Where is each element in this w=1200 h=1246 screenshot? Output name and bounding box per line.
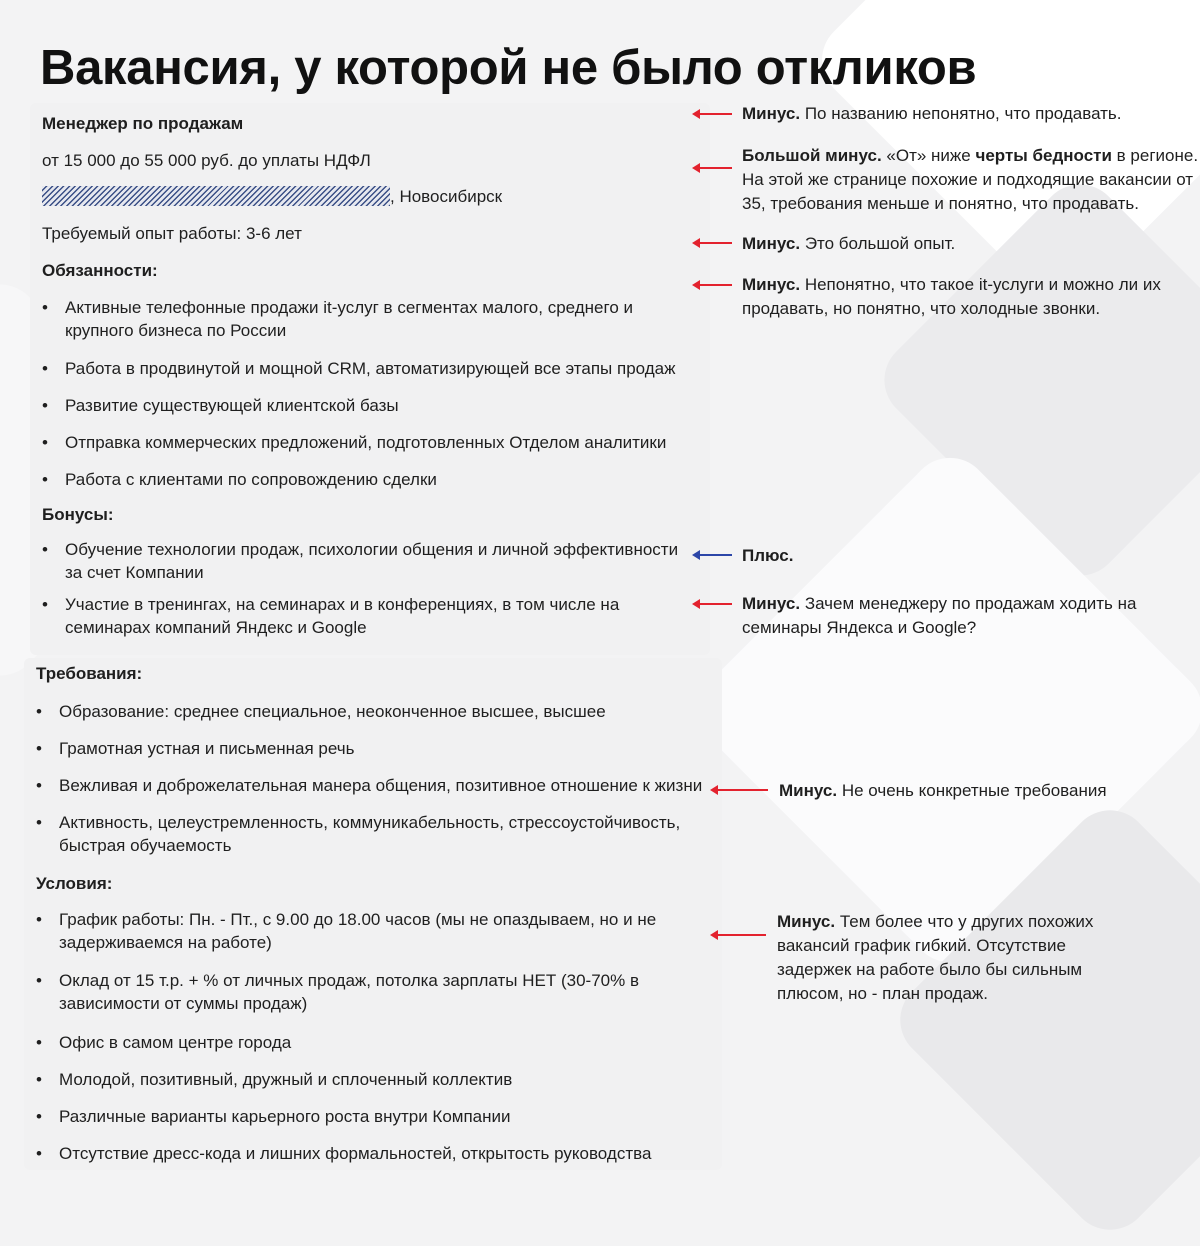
- list-item: [59, 1105, 511, 1128]
- arrow-left-icon: [692, 108, 732, 120]
- annotation-seminars-minus: [742, 592, 1136, 640]
- annotation-text: 35, требования меньше и понятно, что продавать.: [742, 194, 1139, 213]
- list-item-line: Офис в самом центре города: [59, 1033, 292, 1052]
- annotation-schedule-minus: [777, 910, 1093, 1006]
- annotation-salary-big-minus: [742, 144, 1198, 216]
- list-item-line: Оклад от 15 т.р. + % от личных продаж, потолка зарплаты НЕТ (30-70% в: [59, 971, 639, 990]
- annotation-duties-minus: [742, 273, 1161, 321]
- list-item-line: Активные телефонные продажи it-услуг в сегментах малого, среднего и: [65, 298, 634, 317]
- annotation-text: «От» ниже: [881, 146, 976, 165]
- annotation-label: Минус.: [742, 594, 801, 613]
- arrow-left-icon: [710, 929, 766, 941]
- list-item-line: Отправка коммерческих предложений, подготовленных Отделом аналитики: [65, 433, 667, 452]
- vacancy-salary: от 15 000 до 55 000 руб. до уплаты НДФЛ: [42, 151, 371, 170]
- annotation-label: Минус.: [777, 912, 836, 931]
- annotation-text: По названию непонятно, что продавать.: [800, 104, 1122, 123]
- annotation-text: Зачем менеджеру по продажам ходить на: [800, 594, 1137, 613]
- vacancy-experience: Требуемый опыт работы: 3-6 лет: [42, 224, 302, 243]
- arrow-left-icon: [692, 549, 732, 561]
- list-item-line: зависимости от суммы продаж): [59, 994, 308, 1013]
- list-item: [59, 908, 656, 954]
- bullet-icon: •: [36, 702, 42, 721]
- annotation-label: Плюс.: [742, 546, 794, 565]
- list-item-line: График работы: Пн. - Пт., с 9.00 до 18.00 часов (мы не опаздываем, но и не: [59, 910, 657, 929]
- list-item: [59, 700, 606, 723]
- list-item-line: Активность, целеустремленность, коммуникабельность, стрессоустойчивость,: [59, 813, 681, 832]
- annotation-emphasis: черты бедности: [975, 146, 1112, 165]
- annotation-text: Тем более что у других похожих: [835, 912, 1094, 931]
- vacancy-position: Менеджер по продажам: [42, 114, 244, 133]
- bullet-icon: •: [36, 910, 42, 929]
- list-item-line: Отсутствие дресс-кода и лишних формальностей, открытость руководства: [59, 1144, 652, 1163]
- annotation-requirements-minus: [779, 779, 1107, 803]
- annotation-title-minus: [742, 102, 1122, 126]
- list-item: [65, 538, 678, 584]
- annotation-text: задержек на работе было бы сильным: [777, 960, 1083, 979]
- list-item: [65, 296, 633, 342]
- redacted-company: [42, 186, 390, 206]
- list-item-line: Образование: среднее специальное, неоконченное высшее, высшее: [59, 702, 606, 721]
- list-item-line: Вежливая и доброжелательная манера общения, позитивное отношение к жизни: [59, 776, 703, 795]
- annotation-text: Непонятно, что такое it-услуги и можно ли их: [800, 275, 1161, 294]
- annotation-label: Минус.: [742, 234, 801, 253]
- list-item: [65, 593, 619, 639]
- list-item-line: Участие в тренингах, на семинарах и в конференциях, в том числе на: [65, 595, 620, 614]
- requirements-heading: Требования:: [36, 664, 143, 683]
- list-item: [59, 969, 639, 1015]
- list-item: [65, 357, 675, 380]
- annotation-label: Минус.: [779, 781, 838, 800]
- bonuses-heading: Бонусы:: [42, 505, 114, 524]
- list-item: [59, 1142, 651, 1165]
- arrow-left-icon: [692, 162, 732, 174]
- list-item-line: семинарах компаний Яндекс и Google: [65, 618, 367, 637]
- list-item-line: Развитие существующей клиентской базы: [65, 396, 399, 415]
- annotation-experience-minus: [742, 232, 955, 256]
- annotation-text: плюсом, но - план продаж.: [777, 984, 989, 1003]
- bullet-icon: •: [42, 298, 48, 317]
- list-item: [59, 737, 355, 760]
- list-item-line: Грамотная устная и письменная речь: [59, 739, 355, 758]
- bullet-icon: •: [36, 1070, 42, 1089]
- annotation-text: в регионе.: [1111, 146, 1199, 165]
- bullet-icon: •: [36, 971, 42, 990]
- page-title: Вакансия, у которой не было откликов: [40, 41, 977, 95]
- list-item-line: Различные варианты карьерного роста внутри Компании: [59, 1107, 511, 1126]
- list-item-line: задерживаемся на работе): [59, 933, 272, 952]
- annotation-text: семинары Яндекса и Google?: [742, 618, 977, 637]
- bullet-icon: •: [36, 1033, 42, 1052]
- bullet-icon: •: [36, 739, 42, 758]
- bullet-icon: •: [36, 813, 42, 832]
- list-item: [59, 1068, 512, 1091]
- duties-heading: Обязанности:: [42, 261, 158, 280]
- annotation-training-plus: [742, 544, 794, 568]
- list-item: [59, 1031, 291, 1054]
- list-item: [65, 431, 666, 454]
- list-item-line: Обучение технологии продаж, психологии общения и личной эффективности: [65, 540, 679, 559]
- arrow-left-icon: [692, 598, 732, 610]
- annotation-text: На этой же странице похожие и подходящие вакансии от: [742, 170, 1194, 189]
- list-item: [65, 394, 399, 417]
- bullet-icon: •: [42, 540, 48, 559]
- bullet-icon: •: [36, 776, 42, 795]
- bullet-icon: •: [42, 433, 48, 452]
- list-item: [59, 774, 702, 797]
- list-item-line: Работа с клиентами по сопровождению сделки: [65, 470, 437, 489]
- arrow-left-icon: [692, 279, 732, 291]
- arrow-left-icon: [710, 784, 768, 796]
- annotation-text: вакансий график гибкий. Отсутствие: [777, 936, 1066, 955]
- bullet-icon: •: [42, 470, 48, 489]
- list-item-line: крупного бизнеса по России: [65, 321, 287, 340]
- list-item: [65, 468, 437, 491]
- bullet-icon: •: [42, 595, 48, 614]
- arrow-left-icon: [692, 237, 732, 249]
- annotation-label: Минус.: [742, 104, 801, 123]
- bullet-icon: •: [36, 1144, 42, 1163]
- annotation-label: Минус.: [742, 275, 801, 294]
- list-item-line: Молодой, позитивный, дружный и сплоченный коллектив: [59, 1070, 513, 1089]
- list-item: [59, 811, 680, 857]
- vacancy-location: , Новосибирск: [390, 187, 503, 206]
- bullet-icon: •: [42, 359, 48, 378]
- list-item-line: Работа в продвинутой и мощной CRM, автоматизирующей все этапы продаж: [65, 359, 676, 378]
- annotation-label: Большой минус.: [742, 146, 882, 165]
- bullet-icon: •: [36, 1107, 42, 1126]
- annotation-text: продавать, но понятно, что холодные звонки.: [742, 299, 1101, 318]
- bullet-icon: •: [42, 396, 48, 415]
- annotation-text: Это большой опыт.: [800, 234, 956, 253]
- annotation-text: Не очень конкретные требования: [837, 781, 1107, 800]
- list-item-line: быстрая обучаемость: [59, 836, 232, 855]
- list-item-line: за счет Компании: [65, 563, 204, 582]
- conditions-heading: Условия:: [36, 874, 113, 893]
